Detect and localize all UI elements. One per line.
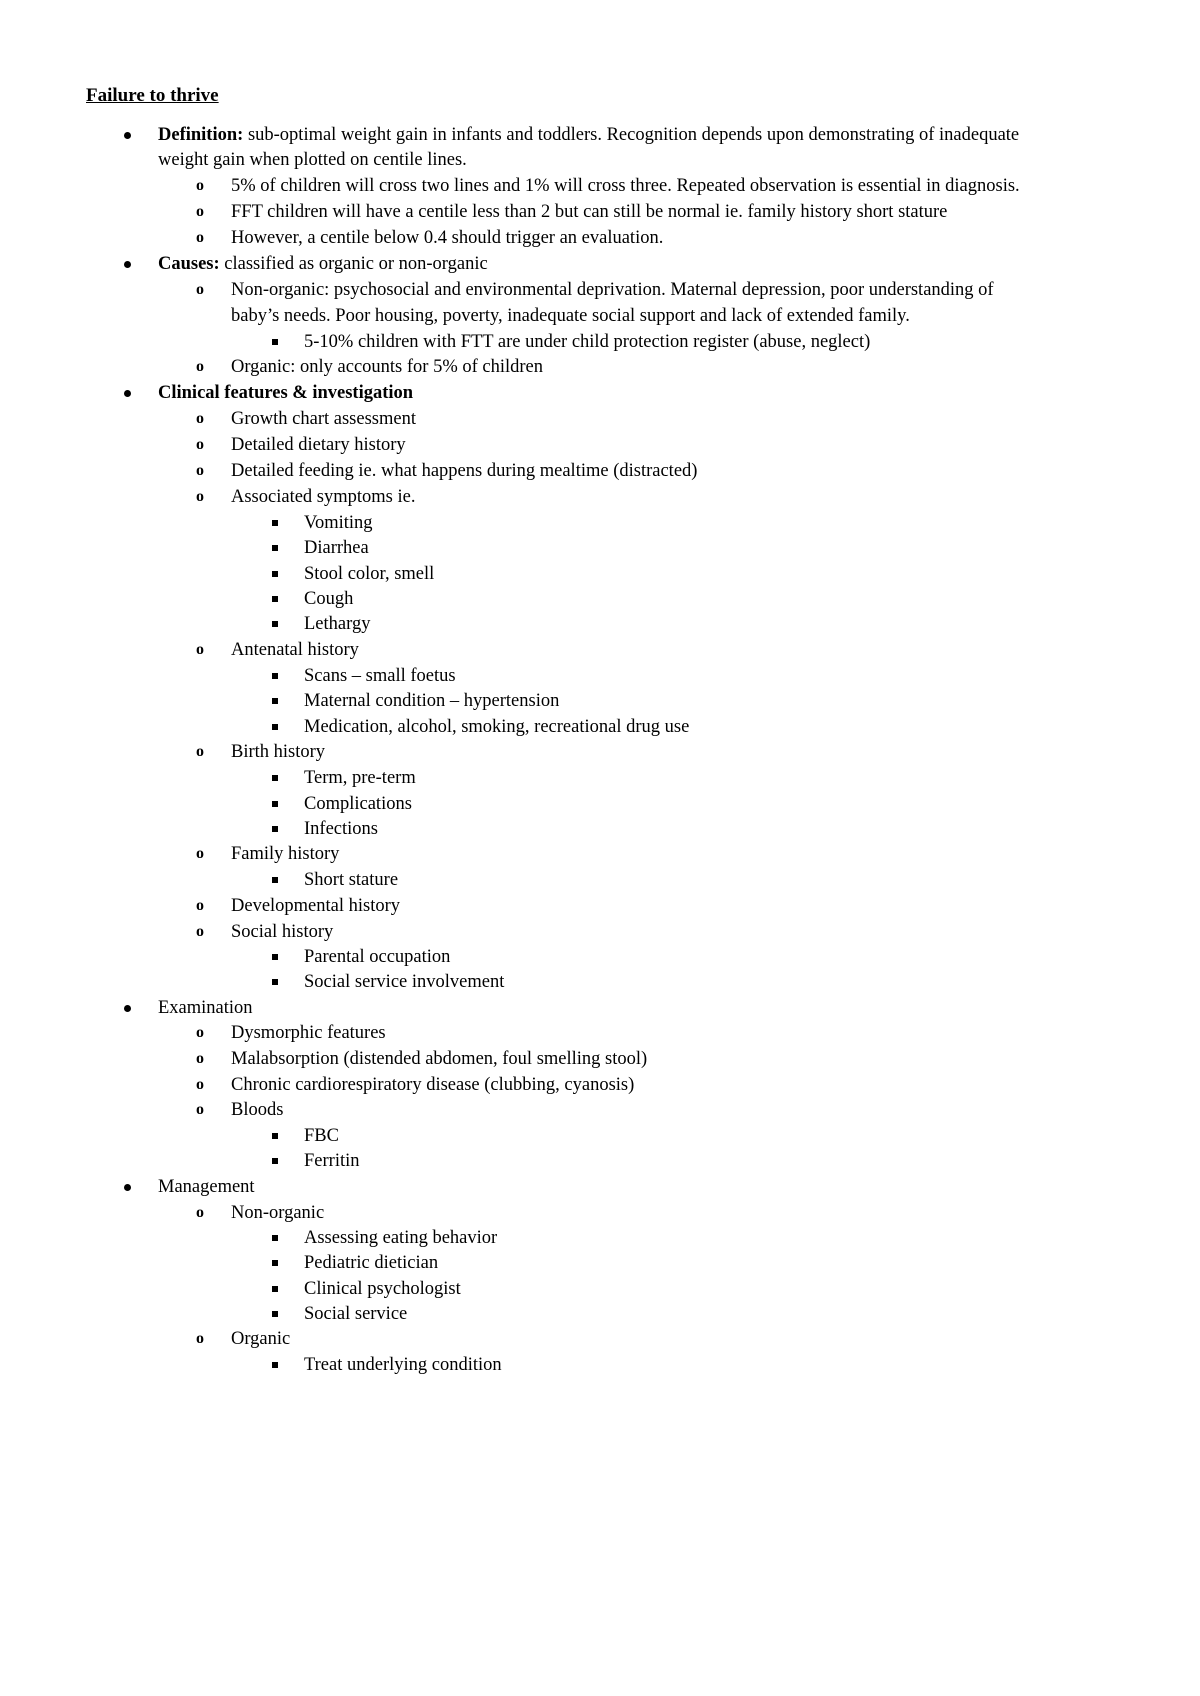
bullet-dot-icon: [124, 261, 131, 268]
list-item: [231, 1020, 386, 1046]
list-item-text: sub-optimal weight gain in infants and toddlers. Recognition depends upon demonstrating of inadequate: [243, 125, 1020, 145]
bullet-circle-icon: o: [196, 229, 204, 246]
bullet-square-icon: [272, 1286, 278, 1292]
bullet-square-icon: [272, 339, 278, 345]
list-item-text: Complications: [304, 794, 412, 814]
list-item: [304, 791, 412, 817]
list-item-text: Lethargy: [304, 614, 371, 634]
list-item: [231, 893, 400, 919]
bullet-square-icon: [272, 724, 278, 730]
list-item-text: FFT children will have a centile less than 2 but can still be normal ie. family history short stature: [231, 202, 948, 222]
list-item: [304, 765, 416, 791]
bullet-circle-icon: o: [196, 410, 204, 427]
list-item: [304, 714, 689, 740]
list-item: [231, 458, 697, 484]
list-item-text: Organic: [231, 1329, 291, 1349]
list-item-text: Stool color, smell: [304, 564, 435, 584]
list-item-text: 5-10% children with FTT are under child protection register (abuse, neglect): [304, 332, 871, 352]
bullet-circle-icon: o: [196, 203, 204, 220]
list-item-heading: Clinical features & investigation: [158, 383, 414, 403]
list-item: [304, 1148, 360, 1174]
bullet-square-icon: [272, 1158, 278, 1164]
list-item-text: Detailed dietary history: [231, 435, 406, 455]
bullet-square-icon: [272, 1235, 278, 1241]
list-item: [231, 739, 325, 765]
list-item: [304, 1276, 461, 1302]
list-item-text: Associated symptoms ie.: [231, 487, 416, 507]
bullet-circle-icon: o: [196, 1076, 204, 1093]
bullet-square-icon: [272, 1133, 278, 1139]
list-item: [158, 147, 467, 173]
list-item-text: Dysmorphic features: [231, 1023, 386, 1043]
list-item-text: Organic: only accounts for 5% of children: [231, 357, 544, 377]
list-item-text: Birth history: [231, 742, 326, 762]
list-item-text: Social service involvement: [304, 972, 505, 992]
list-item-text: Term, pre-term: [304, 768, 416, 788]
list-item-text: Social service: [304, 1304, 408, 1324]
list-item-text: Treat underlying condition: [304, 1355, 502, 1375]
list-item: [304, 1301, 407, 1327]
bullet-square-icon: [272, 596, 278, 602]
bullet-circle-icon: o: [196, 897, 204, 914]
bullet-square-icon: [272, 1311, 278, 1317]
list-item-text: Scans – small foetus: [304, 666, 456, 686]
bullet-circle-icon: o: [196, 462, 204, 479]
list-item: [231, 354, 543, 380]
list-item: [304, 561, 434, 587]
list-item: [231, 303, 910, 329]
list-item: [304, 1225, 497, 1251]
list-item: [304, 586, 353, 612]
list-item: [304, 535, 369, 561]
bullet-circle-icon: o: [196, 436, 204, 453]
list-item: [231, 277, 994, 303]
list-item-text: Infections: [304, 819, 378, 839]
bullet-square-icon: [272, 673, 278, 679]
bullet-square-icon: [272, 801, 278, 807]
list-item-text: Assessing eating behavior: [304, 1228, 498, 1248]
list-item: [158, 251, 488, 277]
list-item-text: Cough: [304, 589, 354, 609]
list-item-text: Detailed feeding ie. what happens during mealtime (distracted): [231, 461, 698, 481]
bullet-circle-icon: o: [196, 1204, 204, 1221]
list-item-text: However, a centile below 0.4 should trigger an evaluation.: [231, 228, 664, 248]
list-item-text: Parental occupation: [304, 947, 451, 967]
list-item-text: Management: [158, 1177, 255, 1197]
list-item: [231, 1097, 283, 1123]
list-item-text: Non-organic: [231, 1203, 325, 1223]
list-item: [231, 173, 1020, 199]
list-item-text: Pediatric dietician: [304, 1253, 439, 1273]
list-item-text: Medication, alcohol, smoking, recreational drug use: [304, 717, 690, 737]
bullet-circle-icon: o: [196, 743, 204, 760]
list-item-text: Maternal condition – hypertension: [304, 691, 560, 711]
list-item: [304, 1250, 438, 1276]
bullet-dot-icon: [124, 1005, 131, 1012]
bullet-square-icon: [272, 775, 278, 781]
page-title: Failure to thrive: [86, 85, 219, 106]
bullet-circle-icon: o: [196, 1050, 204, 1067]
list-item-text: Social history: [231, 922, 334, 942]
list-item: [231, 637, 359, 663]
list-item: [158, 380, 413, 406]
bullet-circle-icon: o: [196, 1330, 204, 1347]
list-item: [158, 995, 253, 1021]
list-item: [231, 484, 415, 510]
list-item-heading: Definition:: [158, 125, 244, 145]
list-item-text: Antenatal history: [231, 640, 359, 660]
bullet-square-icon: [272, 826, 278, 832]
list-item-text: baby’s needs. Poor housing, poverty, inadequate social support and lack of extended family.: [231, 306, 910, 326]
list-item: [231, 1072, 634, 1098]
list-item: [304, 1123, 339, 1149]
list-item-text: Diarrhea: [304, 538, 369, 558]
list-item: [304, 867, 398, 893]
list-item-text: Examination: [158, 998, 253, 1018]
list-item-text: Family history: [231, 844, 340, 864]
bullet-square-icon: [272, 1260, 278, 1266]
list-item: [304, 969, 504, 995]
list-item-text: Growth chart assessment: [231, 409, 416, 429]
list-item: [231, 225, 663, 251]
list-item-text: Bloods: [231, 1100, 284, 1120]
list-item-text: Short stature: [304, 870, 399, 890]
list-item-text: weight gain when plotted on centile lines.: [158, 150, 467, 170]
list-item: [304, 944, 450, 970]
bullet-square-icon: [272, 979, 278, 985]
list-item-text: 5% of children will cross two lines and 1% will cross three. Repeated observation is essential in diagnosis.: [231, 176, 1020, 196]
list-item: [304, 816, 378, 842]
bullet-square-icon: [272, 621, 278, 627]
list-item-heading: Causes:: [158, 254, 220, 274]
list-item: [304, 688, 559, 714]
list-item: [158, 122, 1019, 148]
bullet-square-icon: [272, 520, 278, 526]
bullet-dot-icon: [124, 390, 131, 397]
bullet-circle-icon: o: [196, 923, 204, 940]
bullet-circle-icon: o: [196, 845, 204, 862]
list-item-text: Developmental history: [231, 896, 401, 916]
list-item: [231, 919, 333, 945]
list-item-text: Non-organic: psychosocial and environmental deprivation. Maternal depression, poor understanding of: [231, 280, 994, 300]
bullet-square-icon: [272, 877, 278, 883]
bullet-square-icon: [272, 698, 278, 704]
bullet-circle-icon: o: [196, 177, 204, 194]
bullet-square-icon: [272, 571, 278, 577]
list-item-text: Malabsorption (distended abdomen, foul smelling stool): [231, 1049, 648, 1069]
list-item: [231, 841, 339, 867]
bullet-circle-icon: o: [196, 358, 204, 375]
list-item: [231, 432, 406, 458]
bullet-circle-icon: o: [196, 281, 204, 298]
bullet-dot-icon: [124, 1184, 131, 1191]
bullet-square-icon: [272, 1362, 278, 1368]
list-item: [231, 199, 947, 225]
bullet-square-icon: [272, 545, 278, 551]
bullet-circle-icon: o: [196, 1101, 204, 1118]
bullet-circle-icon: o: [196, 641, 204, 658]
list-item: [231, 406, 416, 432]
list-item-text: FBC: [304, 1126, 339, 1146]
list-item-text: classified as organic or non-organic: [219, 254, 488, 274]
list-item: [304, 1352, 502, 1378]
list-item: [304, 663, 456, 689]
list-item: [231, 1200, 324, 1226]
list-item: [231, 1326, 290, 1352]
list-item-text: Clinical psychologist: [304, 1279, 461, 1299]
list-item: [304, 510, 373, 536]
list-item-text: Vomiting: [304, 513, 373, 533]
list-item-text: Chronic cardiorespiratory disease (clubbing, cyanosis): [231, 1075, 635, 1095]
list-item: [304, 329, 870, 355]
bullet-circle-icon: o: [196, 488, 204, 505]
bullet-dot-icon: [124, 132, 131, 139]
bullet-circle-icon: o: [196, 1024, 204, 1041]
bullet-square-icon: [272, 954, 278, 960]
list-item: [231, 1046, 647, 1072]
list-item: [158, 1174, 255, 1200]
list-item: [304, 611, 370, 637]
list-item-text: Ferritin: [304, 1151, 360, 1171]
